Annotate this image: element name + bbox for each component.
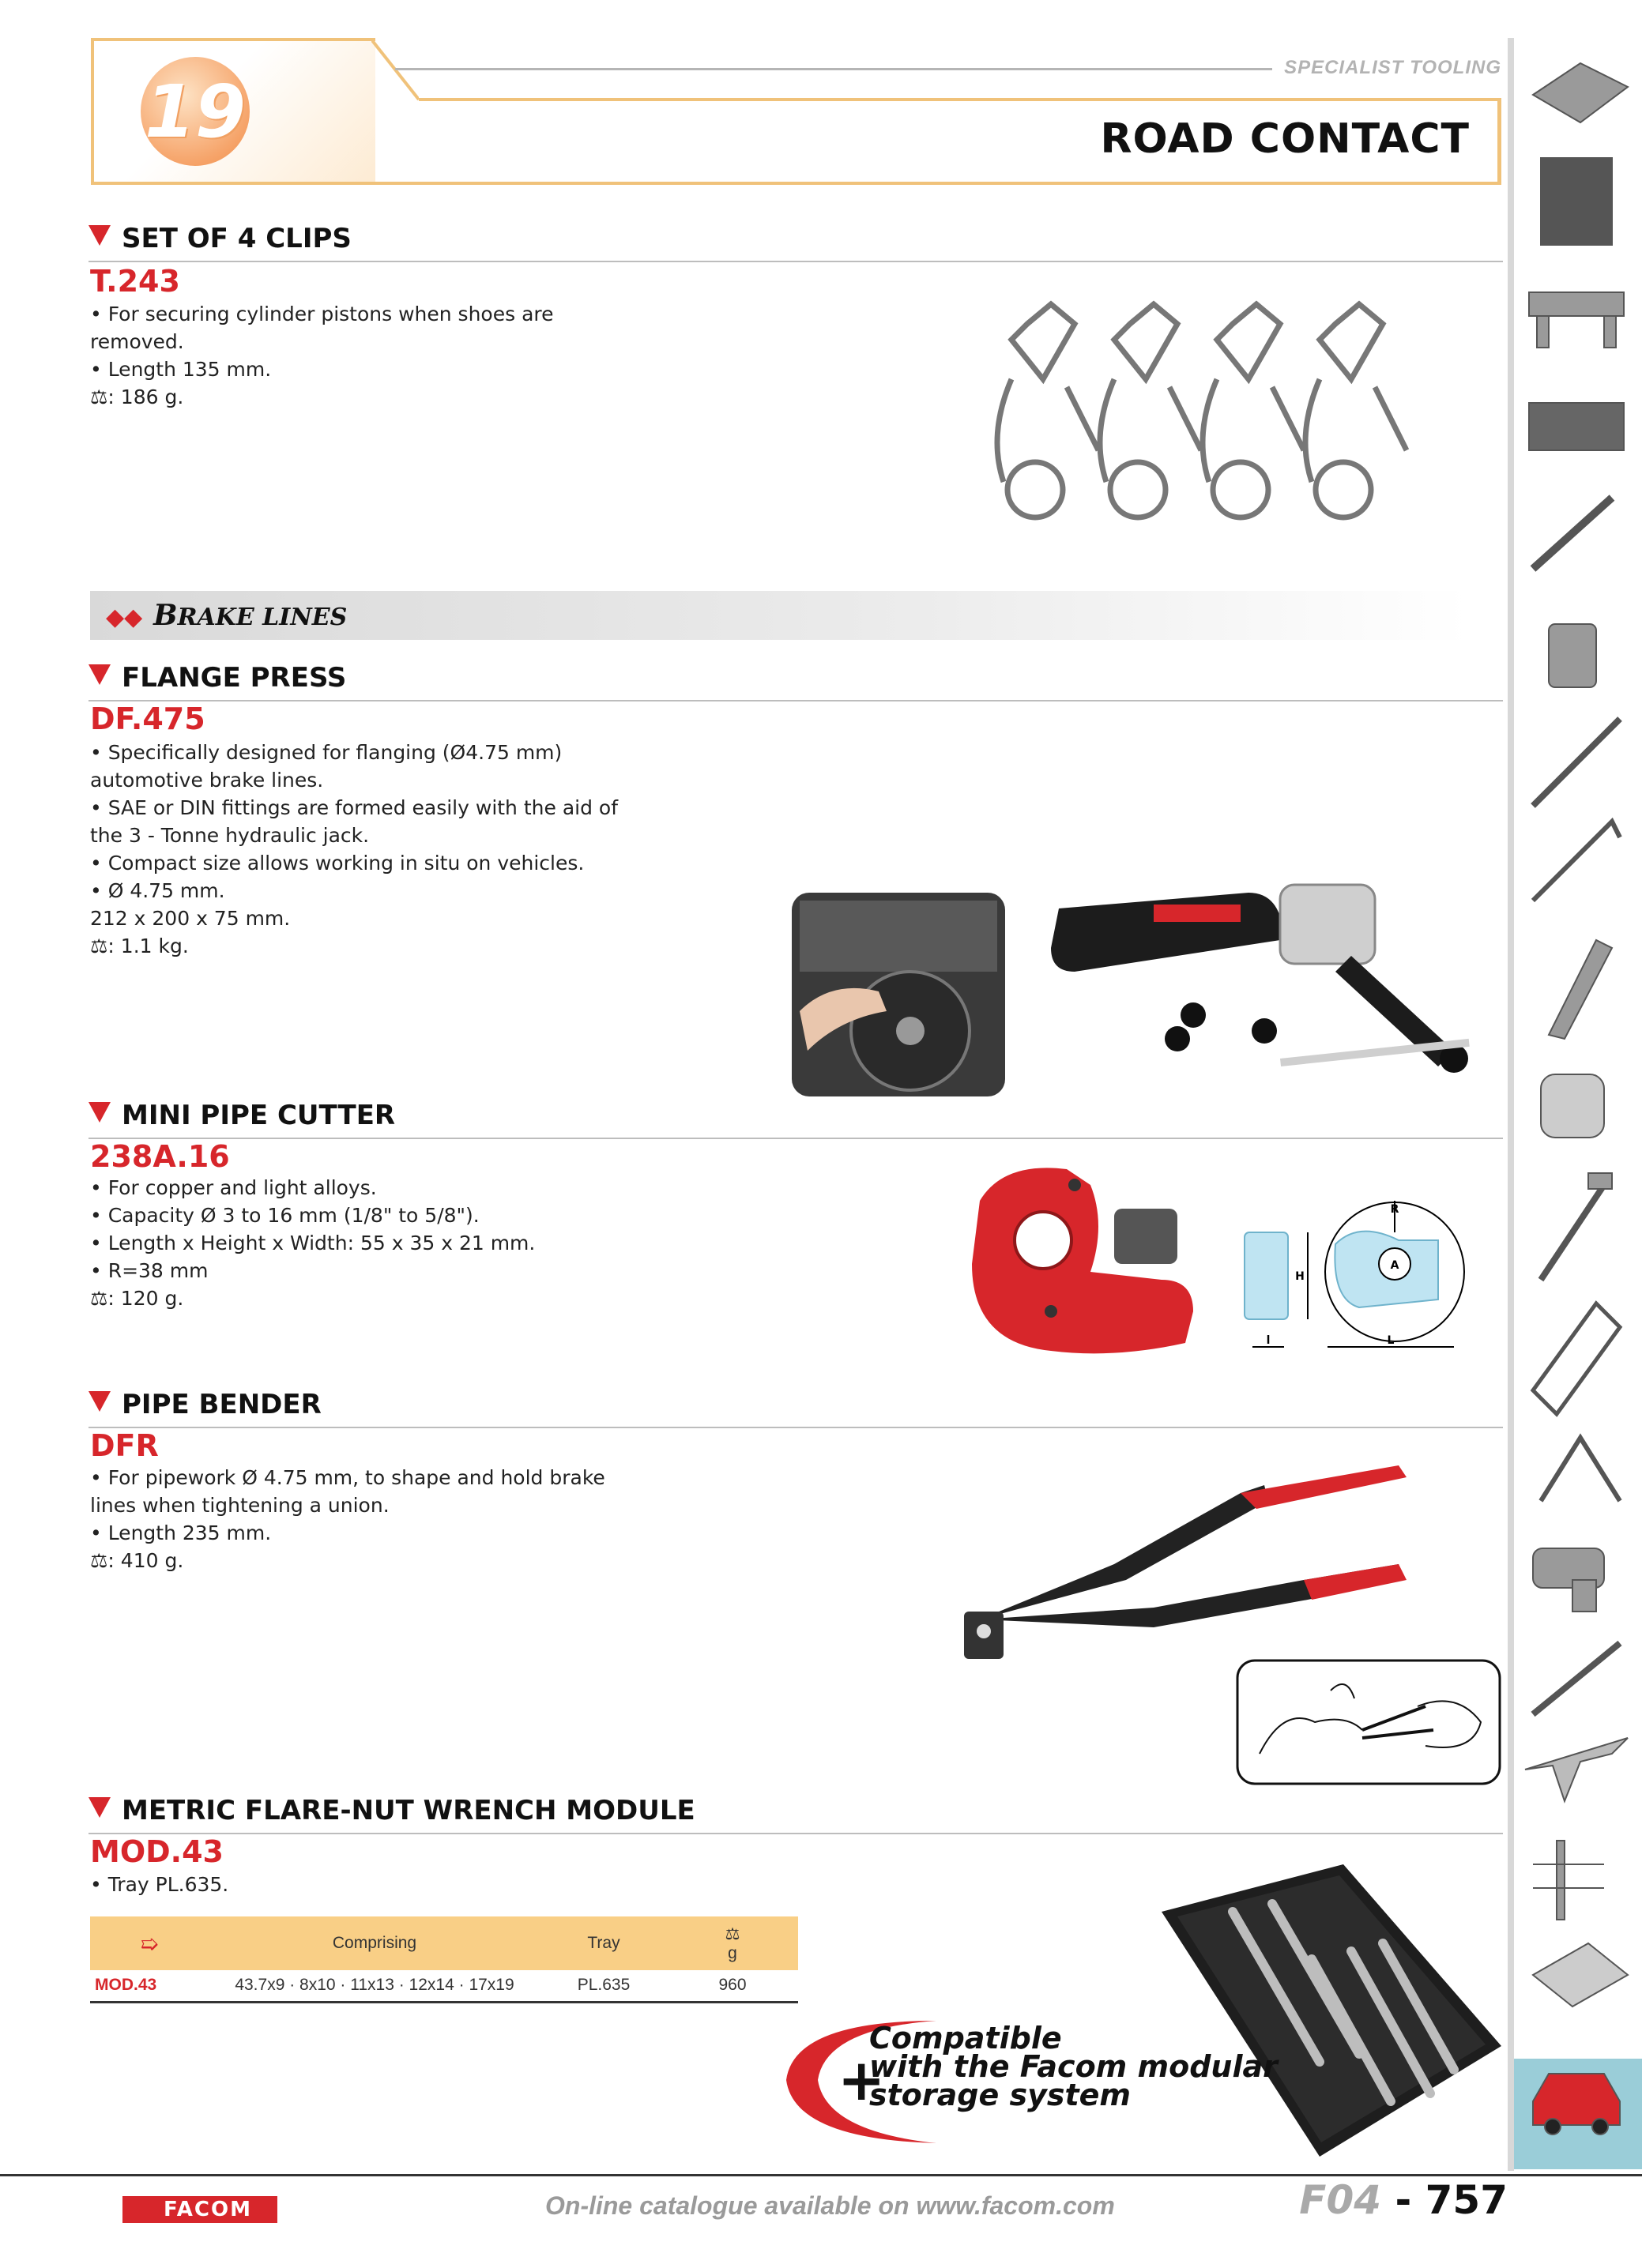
spec-table: [90, 1916, 798, 2003]
puller-icon[interactable]: [1541, 1438, 1620, 1501]
impact-wrench-icon[interactable]: [1533, 1548, 1604, 1612]
pliers-icon[interactable]: [1549, 940, 1612, 1039]
weight-unit: g: [728, 1943, 737, 1962]
desc-line: 212 x 200 x 75 mm.: [90, 907, 291, 930]
product-desc-bender: [90, 1464, 605, 1574]
col-weight: [667, 1916, 798, 1970]
col-comprising: Comprising: [209, 1916, 540, 1970]
header-right-edge: [1497, 98, 1501, 185]
aircraft-icon[interactable]: [1525, 1738, 1628, 1801]
plus-icon: +: [838, 2047, 886, 2113]
triangle-icon: [89, 1797, 111, 1818]
desc-line: • Tray PL.635.: [90, 1873, 229, 1896]
desc-line: ⚖: 1.1 kg.: [90, 935, 189, 957]
facom-logo: [122, 2196, 277, 2223]
sidebar-icons: [1517, 47, 1636, 2165]
diamond-icon: ◆◆: [106, 604, 143, 631]
ref-icon: ➯: [90, 1916, 209, 1970]
diagram-label-l-small: l: [1266, 1334, 1271, 1347]
page-separator: -: [1381, 2177, 1425, 2223]
weight-icon: ⚖: [725, 1924, 740, 1943]
flange-in-use-photo: [792, 893, 1005, 1096]
product-title-text: PIPE BENDER: [122, 1389, 322, 1420]
diagram-label-l-big: L: [1387, 1334, 1395, 1347]
product-title-clips: [89, 223, 1503, 262]
desc-line: ⚖: 120 g.: [90, 1287, 184, 1310]
row-tray: PL.635: [540, 1970, 667, 2002]
pipe-cutter-diagram: [1241, 1197, 1478, 1355]
compatible-line: with the Facom modular: [869, 2049, 1278, 2084]
product-title-module: [89, 1795, 1503, 1834]
product-code-flange: DF.475: [90, 701, 205, 736]
triangle-icon: [89, 664, 111, 685]
desc-line: • SAE or DIN fittings are formed easily with the aid of: [90, 796, 619, 819]
product-desc-module: [90, 1871, 228, 1898]
compatible-line: storage system: [869, 2078, 1132, 2112]
product-title-cutter: [89, 1100, 1503, 1139]
table-header-row: [90, 1916, 798, 1970]
torque-wrench-icon[interactable]: [1533, 1643, 1620, 1714]
workbench-icon[interactable]: [1533, 63, 1628, 122]
pipe-bender-image: [956, 1461, 1414, 1675]
row-weight: 960: [667, 1970, 798, 2002]
row-comprising: 43.7x9 · 8x10 · 11x13 · 12x14 · 17x19: [209, 1970, 540, 2002]
product-desc-flange: [90, 739, 618, 960]
hammer-icon[interactable]: [1541, 1173, 1612, 1280]
footer-url[interactable]: On-line catalogue available on www.facom.com: [545, 2191, 1115, 2220]
header-rule: [419, 98, 1501, 101]
compatible-text: [869, 2021, 1278, 2112]
product-title-flange: [89, 662, 1503, 701]
diagram-label-r: R: [1390, 1203, 1399, 1216]
page-number: [1299, 2177, 1508, 2223]
tool-rack-icon[interactable]: [1533, 1841, 1604, 1920]
triangle-icon: [89, 225, 111, 246]
tape-measure-icon[interactable]: [1541, 1074, 1604, 1138]
band-heading: [106, 599, 347, 632]
desc-line: • Ø 4.75 mm.: [90, 879, 225, 902]
compatible-line: Compatible: [869, 2021, 1062, 2055]
diagram-label-h: H: [1295, 1270, 1305, 1283]
car-icon[interactable]: [1533, 2074, 1620, 2134]
product-title-text: MINI PIPE CUTTER: [122, 1100, 396, 1131]
page-title: ROAD CONTACT: [1100, 115, 1470, 163]
desc-line: • Length 135 mm.: [90, 358, 272, 381]
desc-line: • Specifically designed for flanging (Ø4.75 mm): [90, 741, 563, 764]
product-desc-cutter: [90, 1174, 535, 1312]
col-tray: Tray: [540, 1916, 667, 1970]
band-initial: B: [153, 599, 178, 632]
tool-cabinet-icon[interactable]: [1541, 158, 1612, 245]
header-bottom-edge: [91, 182, 1501, 185]
desc-line: removed.: [90, 330, 184, 353]
product-code-bender: DFR: [90, 1428, 159, 1463]
desc-line: • For copper and light alloys.: [90, 1176, 377, 1199]
desc-line: • For pipework Ø 4.75 mm, to shape and hold brake: [90, 1466, 605, 1489]
catalogue-code: F04: [1299, 2177, 1382, 2223]
footer-rule: [0, 2174, 1642, 2176]
desc-line: • Compact size allows working in situ on vehicles.: [90, 852, 585, 874]
pipe-cutter-image: [956, 1153, 1209, 1367]
header-grey-rule: [395, 68, 1272, 70]
product-desc-clips: [90, 300, 554, 411]
sidebar-rule: [1508, 38, 1514, 2171]
section-label: SPECIALIST TOOLING: [1284, 57, 1501, 78]
desc-line: • R=38 mm: [90, 1259, 209, 1282]
page-num: 757: [1425, 2177, 1508, 2223]
product-title-bender: [89, 1389, 1503, 1428]
section-band-brake-lines: [90, 591, 1469, 640]
desc-line: • Length 235 mm.: [90, 1521, 272, 1544]
desc-line: • Length x Height x Width: 55 x 35 x 21 mm.: [90, 1232, 536, 1254]
diagram-label-a: A: [1390, 1259, 1399, 1272]
logo-text: FACOM: [164, 2198, 252, 2221]
hex-key-icon[interactable]: [1533, 822, 1620, 901]
triangle-icon: [89, 1391, 111, 1412]
combination-wrench-icon[interactable]: [1533, 498, 1612, 569]
desc-line: lines when tightening a union.: [90, 1494, 390, 1517]
hacksaw-icon[interactable]: [1533, 1303, 1620, 1414]
product-code-module: MOD.43: [90, 1834, 224, 1869]
desc-line: • For securing cylinder pistons when shoes are: [90, 303, 554, 325]
desc-line: automotive brake lines.: [90, 769, 324, 792]
desc-line: • Capacity Ø 3 to 16 mm (1/8" to 5/8").: [90, 1204, 480, 1227]
socket-icon[interactable]: [1549, 624, 1596, 687]
product-title-text: METRIC FLARE-NUT WRENCH MODULE: [122, 1795, 695, 1826]
flange-press-image: [1043, 861, 1509, 1082]
table-row: [90, 1970, 798, 2002]
desc-line: the 3 - Tonne hydraulic jack.: [90, 824, 370, 847]
product-title-text: SET OF 4 CLIPS: [122, 223, 352, 254]
product-title-text: FLANGE PRESS: [122, 662, 347, 694]
electronics-icon[interactable]: [1533, 1943, 1628, 2007]
chapter-badge: [141, 57, 250, 166]
product-code-cutter: 238A.16: [90, 1139, 230, 1174]
chapter-number: 19: [144, 69, 247, 154]
workbench-table-icon[interactable]: [1529, 292, 1624, 348]
triangle-icon: [89, 1102, 111, 1123]
row-ref: MOD.43: [90, 1970, 209, 2002]
pipe-bender-usage-drawing: [1236, 1659, 1501, 1785]
tool-box-icon[interactable]: [1529, 403, 1624, 450]
product-code-clips: T.243: [90, 264, 180, 299]
desc-line: ⚖: 186 g.: [90, 386, 184, 408]
desc-line: ⚖: 410 g.: [90, 1549, 184, 1572]
screwdriver-icon[interactable]: [1533, 719, 1620, 806]
wrench-module-image: [1154, 1864, 1501, 2157]
band-label: RAKE LINES: [177, 604, 348, 631]
clips-image: [980, 292, 1470, 537]
